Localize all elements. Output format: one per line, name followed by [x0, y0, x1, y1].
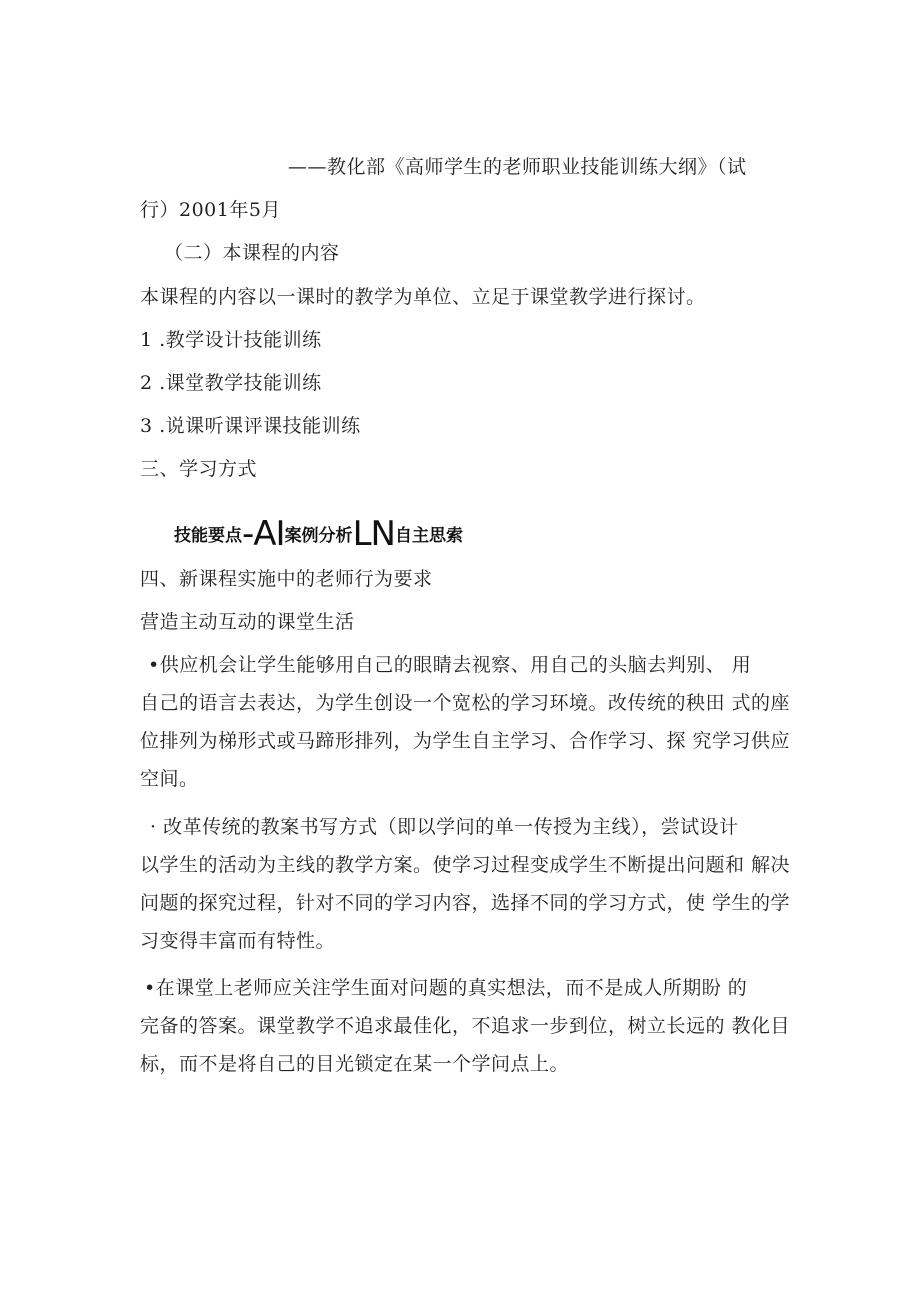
paragraph-1-line: 空间。 — [140, 768, 199, 790]
paragraph-3-line: 标，而不是将自己的目光锁定在某一个学问点上。 — [140, 1053, 570, 1075]
paragraph-2-line: 习变得丰富而有特性。 — [140, 930, 336, 952]
graphic-mark-ai: -AI — [242, 514, 285, 554]
graphic-label-skill-points: 技能要点 — [174, 526, 242, 546]
quote-line-1: ——教化部《高师学生的老师职业技能训练大纲》（试 — [288, 156, 747, 178]
section-4-subheading: 营造主动互动的课堂生活 — [140, 611, 355, 633]
paragraph-3-line: 完备的答案。课堂教学不追求最佳化，不追求一步到位，树立长远的 教化目 — [140, 1015, 791, 1037]
paragraph-2-line: 问题的探究过程，针对不同的学习内容，选择不同的学习方式，使 学生的学 — [140, 892, 791, 914]
paragraph-2-line: · 改革传统的教案书写方式（即以学问的单一传授为主线），尝试设计 — [150, 816, 739, 838]
paragraph-3-line: •在课堂上老师应关注学生面对问题的真实想法，而不是成人所期盼 的 — [144, 977, 748, 999]
list-item: 2 .课堂教学技能训练 — [140, 372, 322, 394]
paragraph-1-line: •供应机会让学生能够用自己的眼睛去视察、用自己的头脑去判别、 用 — [148, 654, 752, 676]
quote-line-2: 行）2001年5月 — [140, 199, 281, 221]
section-4-heading: 四、新课程实施中的老师行为要求 — [140, 568, 433, 590]
graphic-label-case-analysis: 案例分析 — [284, 526, 353, 546]
section-2-heading: （二）本课程的内容 — [164, 242, 340, 264]
section-2-intro: 本课程的内容以一课时的教学为单位、立足于课堂教学进行探讨。 — [140, 286, 706, 308]
list-item: 3 .说课听课评课技能训练 — [140, 415, 361, 437]
paragraph-1-line: 自己的语言去表达，为学生创设一个宽松的学习环境。改传统的秧田 式的座 — [140, 692, 791, 714]
learning-methods-graphic — [174, 514, 463, 554]
paragraph-1-line: 位排列为梯形式或马蹄形排列，为学生自主学习、合作学习、探 究学习供应 — [140, 730, 791, 752]
list-item: 1 .教学设计技能训练 — [140, 329, 322, 351]
paragraph-2-line: 以学生的活动为主线的教学方案。使学习过程变成学生不断提出问题和 解决 — [140, 854, 791, 876]
graphic-mark-ln: LN — [352, 514, 395, 554]
graphic-label-self-thinking: 自主思索 — [394, 526, 463, 546]
section-3-heading: 三、学习方式 — [140, 458, 258, 480]
